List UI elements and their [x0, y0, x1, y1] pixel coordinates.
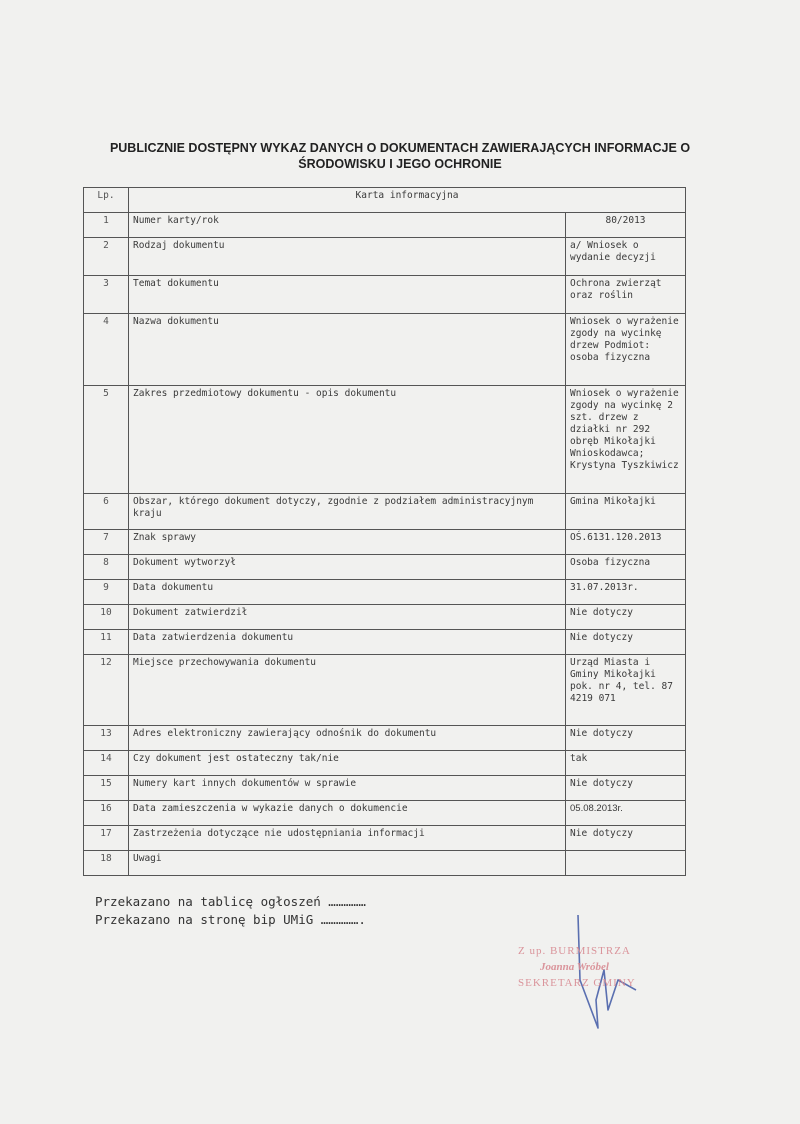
row-value: Wniosek o wyrażenie zgody na wycinkę drzew Podmiot: osoba fizyczna	[566, 314, 686, 386]
document-title	[60, 140, 740, 172]
table-row	[84, 726, 686, 751]
row-number: 1	[84, 213, 129, 238]
row-label: Data zatwierdzenia dokumentu	[129, 630, 566, 655]
row-label: Adres elektroniczny zawierający odnośnik do dokumentu	[129, 726, 566, 751]
row-label: Obszar, którego dokument dotyczy, zgodnie z podziałem administracyjnym kraju	[129, 494, 566, 530]
header-card: Karta informacyjna	[129, 188, 686, 213]
row-number: 16	[84, 801, 129, 826]
row-number: 6	[84, 494, 129, 530]
table-row	[84, 276, 686, 314]
table-header-row	[84, 188, 686, 213]
row-label: Uwagi	[129, 851, 566, 876]
row-value: Osoba fizyczna	[566, 555, 686, 580]
row-label: Dokument wytworzył	[129, 555, 566, 580]
table-row	[84, 605, 686, 630]
row-label: Dokument zatwierdził	[129, 605, 566, 630]
row-value: Urząd Miasta i Gminy Mikołajki pok. nr 4, tel. 87 4219 071	[566, 655, 686, 726]
row-value: Ochrona zwierząt oraz roślin	[566, 276, 686, 314]
row-value: Nie dotyczy	[566, 630, 686, 655]
row-number: 4	[84, 314, 129, 386]
footer-line-notice-board: Przekazano na tablicę ogłoszeń ……………	[95, 894, 366, 909]
table-row	[84, 801, 686, 826]
row-value: Wniosek o wyrażenie zgody na wycinkę 2 szt. drzew z działki nr 292 obręb Mikołajki Wnioskodawca; Krystyna Tyszkiwicz	[566, 386, 686, 494]
row-number: 8	[84, 555, 129, 580]
row-label: Miejsce przechowywania dokumentu	[129, 655, 566, 726]
row-number: 18	[84, 851, 129, 876]
table-row	[84, 630, 686, 655]
table-row	[84, 530, 686, 555]
row-number: 7	[84, 530, 129, 555]
row-label: Znak sprawy	[129, 530, 566, 555]
row-number: 14	[84, 751, 129, 776]
row-number: 3	[84, 276, 129, 314]
row-value: Nie dotyczy	[566, 605, 686, 630]
table-row	[84, 851, 686, 876]
stamp-line-2: Joanna Wróbel	[540, 961, 609, 973]
row-number: 5	[84, 386, 129, 494]
row-number: 17	[84, 826, 129, 851]
table-row	[84, 826, 686, 851]
table-row	[84, 238, 686, 276]
row-number: 10	[84, 605, 129, 630]
row-value: a/ Wniosek o wydanie decyzji	[566, 238, 686, 276]
table-row	[84, 655, 686, 726]
row-label: Data dokumentu	[129, 580, 566, 605]
row-number: 15	[84, 776, 129, 801]
row-value: Nie dotyczy	[566, 826, 686, 851]
row-label: Numer karty/rok	[129, 213, 566, 238]
row-label: Czy dokument jest ostateczny tak/nie	[129, 751, 566, 776]
row-label: Zastrzeżenia dotyczące nie udostępniania informacji	[129, 826, 566, 851]
table-row	[84, 494, 686, 530]
table-row	[84, 314, 686, 386]
row-number: 11	[84, 630, 129, 655]
stamp-line-1: Z up. BURMISTRZA	[518, 945, 631, 957]
row-label: Data zamieszczenia w wykazie danych o dokumencie	[129, 801, 566, 826]
title-line-1: PUBLICZNIE DOSTĘPNY WYKAZ DANYCH O DOKUMENTACH ZAWIERAJĄCYCH INFORMACJE O	[109, 141, 691, 155]
row-number: 13	[84, 726, 129, 751]
table-row	[84, 386, 686, 494]
row-value: Gmina Mikołajki	[566, 494, 686, 530]
table-row	[84, 555, 686, 580]
information-card-table	[83, 187, 686, 876]
row-number: 9	[84, 580, 129, 605]
title-line-2: ŚRODOWISKU I JEGO OCHRONIE	[298, 157, 502, 171]
row-label: Temat dokumentu	[129, 276, 566, 314]
header-lp: Lp.	[84, 188, 129, 213]
row-label: Rodzaj dokumentu	[129, 238, 566, 276]
row-value: 80/2013	[566, 213, 686, 238]
row-value: tak	[566, 751, 686, 776]
stamp-line-3: SEKRETARZ GMINY	[518, 977, 636, 989]
table-row	[84, 580, 686, 605]
row-label: Zakres przedmiotowy dokumentu - opis dokumentu	[129, 386, 566, 494]
row-label: Nazwa dokumentu	[129, 314, 566, 386]
footer-line-bip: Przekazano na stronę bip UMiG …………….	[95, 912, 366, 927]
row-value: Nie dotyczy	[566, 776, 686, 801]
row-value: 31.07.2013r.	[566, 580, 686, 605]
row-value	[566, 851, 686, 876]
footer-notes	[95, 893, 366, 929]
row-label: Numery kart innych dokumentów w sprawie	[129, 776, 566, 801]
table-row	[84, 776, 686, 801]
row-number: 2	[84, 238, 129, 276]
table-row	[84, 751, 686, 776]
table-row	[84, 213, 686, 238]
official-stamp	[518, 943, 668, 991]
row-value: 05.08.2013r.	[566, 801, 686, 826]
row-number: 12	[84, 655, 129, 726]
row-value: OŚ.6131.120.2013	[566, 530, 686, 555]
row-value: Nie dotyczy	[566, 726, 686, 751]
